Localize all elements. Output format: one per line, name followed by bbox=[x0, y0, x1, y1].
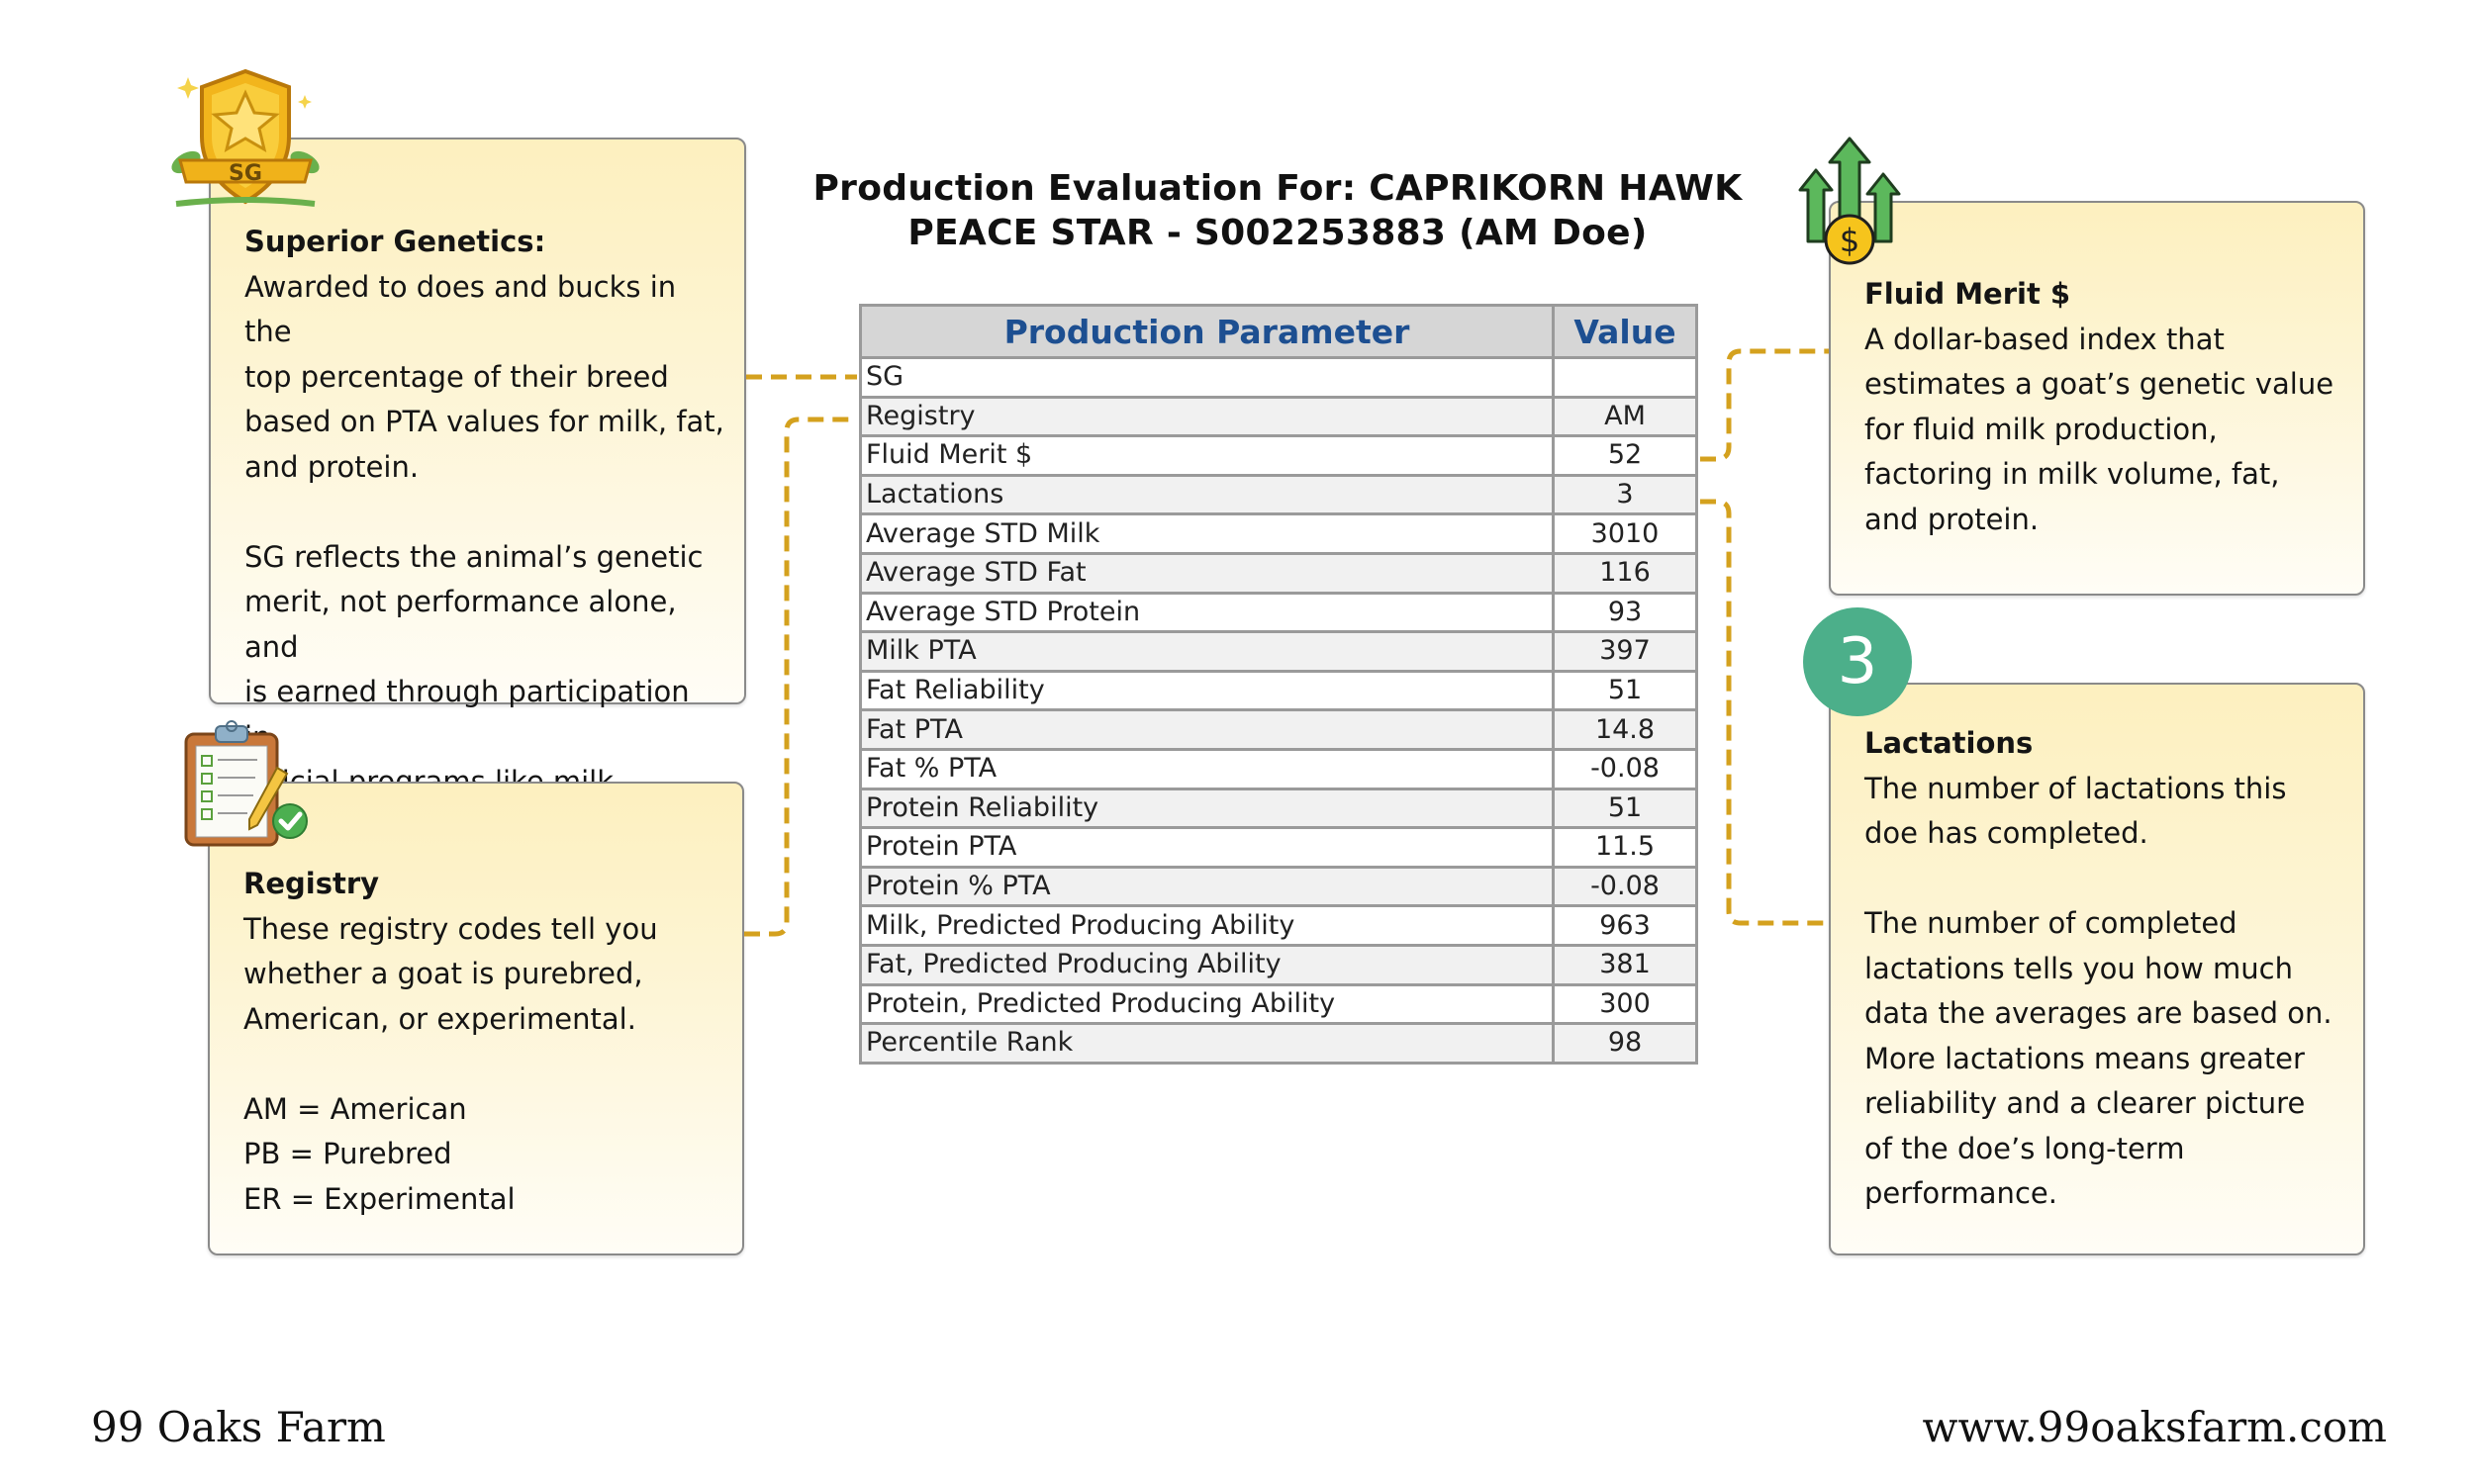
table-row bbox=[861, 828, 1697, 868]
table-row bbox=[861, 788, 1697, 828]
production-table bbox=[859, 304, 1698, 1065]
parameter-cell: Fat Reliability bbox=[861, 671, 1554, 710]
value-cell: AM bbox=[1554, 397, 1697, 436]
registry-card-line: whether a goat is purebred, bbox=[243, 957, 643, 990]
parameter-cell: Protein Reliability bbox=[861, 788, 1554, 828]
connector-fluid-merit bbox=[1700, 351, 1829, 459]
table-row bbox=[861, 867, 1697, 906]
fluid-merit-card-line: for fluid milk production, bbox=[1864, 412, 2218, 446]
header-value: Value bbox=[1554, 306, 1697, 358]
parameter-cell: Protein PTA bbox=[861, 828, 1554, 868]
value-cell: 381 bbox=[1554, 945, 1697, 984]
fluid-merit-card-line: A dollar-based index that bbox=[1864, 322, 2225, 356]
lactations-card-line: lactations tells you how much bbox=[1864, 951, 2293, 985]
registry-card-line: American, or experimental. bbox=[243, 1001, 636, 1036]
parameter-cell: Average STD Fat bbox=[861, 553, 1554, 593]
parameter-cell: Milk PTA bbox=[861, 632, 1554, 672]
lactations-card-line: of the doe’s long-term bbox=[1864, 1131, 2185, 1165]
value-cell: 300 bbox=[1554, 984, 1697, 1024]
parameter-cell: Protein % PTA bbox=[861, 867, 1554, 906]
lactations-card-line: The number of completed bbox=[1864, 906, 2237, 940]
sg-card-line: Awarded to does and bucks in the bbox=[244, 269, 677, 348]
table-row bbox=[861, 553, 1697, 593]
sg-shield-badge-icon bbox=[166, 65, 325, 214]
connector-lactations bbox=[1700, 502, 1829, 923]
table-row bbox=[861, 358, 1697, 398]
sg-card-line: is earned through participation bbox=[244, 675, 690, 708]
table-body bbox=[861, 358, 1697, 1064]
registry-code-am: AM = American bbox=[243, 1091, 467, 1126]
table-row bbox=[861, 671, 1697, 710]
sg-card-heading: Superior Genetics: bbox=[244, 225, 546, 258]
clipboard-check-icon bbox=[178, 718, 317, 852]
fluid-merit-card-line: estimates a goat’s genetic value bbox=[1864, 367, 2334, 401]
registry-code-er: ER = Experimental bbox=[243, 1181, 516, 1216]
table-row bbox=[861, 710, 1697, 750]
value-cell: 3 bbox=[1554, 475, 1697, 514]
sg-card-line: top percentage of their breed bbox=[244, 359, 669, 394]
table-row bbox=[861, 593, 1697, 632]
fluid-merit-card-line: and protein. bbox=[1864, 502, 2040, 536]
table-row bbox=[861, 475, 1697, 514]
footer-website: www.99oaksfarm.com bbox=[1922, 1403, 2387, 1451]
lactations-card-heading: Lactations bbox=[1864, 726, 2034, 760]
fluid-merit-card-line: factoring in milk volume, fat, bbox=[1864, 457, 2280, 491]
value-cell: 14.8 bbox=[1554, 710, 1697, 750]
table-row bbox=[861, 749, 1697, 788]
table-row bbox=[861, 397, 1697, 436]
parameter-cell: Fluid Merit $ bbox=[861, 436, 1554, 476]
sg-card-line: merit, not performance alone, and bbox=[244, 585, 677, 664]
parameter-cell: Average STD Milk bbox=[861, 514, 1554, 554]
table-row bbox=[861, 436, 1697, 476]
title-line-1: Production Evaluation For: CAPRIKORN HAWK bbox=[812, 168, 1743, 209]
value-cell: -0.08 bbox=[1554, 867, 1697, 906]
parameter-cell: Protein, Predicted Producing Ability bbox=[861, 984, 1554, 1024]
registry-card-heading: Registry bbox=[243, 867, 380, 900]
value-cell: 963 bbox=[1554, 906, 1697, 946]
parameter-cell: Milk, Predicted Producing Ability bbox=[861, 906, 1554, 946]
value-cell: 93 bbox=[1554, 593, 1697, 632]
sg-badge-text: SG bbox=[229, 161, 262, 186]
svg-text:$: $ bbox=[1839, 222, 1860, 259]
table-row bbox=[861, 984, 1697, 1024]
table-row bbox=[861, 906, 1697, 946]
registry-card-line: These registry codes tell you bbox=[243, 911, 658, 946]
header-parameter: Production Parameter bbox=[861, 306, 1554, 358]
sg-card-line: based on PTA values for milk, fat, bbox=[244, 405, 724, 438]
lactations-count-badge: 3 bbox=[1803, 607, 1912, 716]
lactations-card-line: doe has completed. bbox=[1864, 816, 2148, 850]
value-cell: 11.5 bbox=[1554, 828, 1697, 868]
table-row bbox=[861, 514, 1697, 554]
value-cell: 116 bbox=[1554, 553, 1697, 593]
sg-card-line: SG reflects the animal’s genetic bbox=[244, 539, 704, 574]
lactations-card-line: data the averages are based on. bbox=[1864, 996, 2332, 1030]
parameter-cell: SG bbox=[861, 358, 1554, 398]
connector-registry bbox=[744, 419, 857, 934]
parameter-cell: Registry bbox=[861, 397, 1554, 436]
table-header-row bbox=[861, 306, 1697, 358]
title-line-2: PEACE STAR - S002253883 (AM Doe) bbox=[907, 213, 1648, 253]
parameter-cell: Average STD Protein bbox=[861, 593, 1554, 632]
table-row bbox=[861, 1024, 1697, 1064]
parameter-cell: Fat % PTA bbox=[861, 749, 1554, 788]
lactations-card-line: The number of lactations this bbox=[1864, 771, 2287, 805]
registry-code-pb: PB = Purebred bbox=[243, 1137, 452, 1170]
fluid-merit-card-heading: Fluid Merit $ bbox=[1864, 277, 2071, 311]
table-row bbox=[861, 632, 1697, 672]
registry-card bbox=[208, 782, 744, 1255]
value-cell: 98 bbox=[1554, 1024, 1697, 1064]
parameter-cell: Fat PTA bbox=[861, 710, 1554, 750]
page-title bbox=[772, 166, 1783, 255]
sg-card bbox=[209, 138, 746, 708]
lactations-card-line: reliability and a clearer picture bbox=[1864, 1086, 2306, 1120]
footer-farm-name: 99 Oaks Farm bbox=[91, 1403, 386, 1451]
lactations-card bbox=[1829, 683, 2365, 1255]
sg-card-line: and protein. bbox=[244, 449, 420, 484]
value-cell: 51 bbox=[1554, 671, 1697, 710]
value-cell: 3010 bbox=[1554, 514, 1697, 554]
parameter-cell: Percentile Rank bbox=[861, 1024, 1554, 1064]
value-cell: 397 bbox=[1554, 632, 1697, 672]
lactations-card-line: More lactations means greater bbox=[1864, 1041, 2305, 1075]
table-row bbox=[861, 945, 1697, 984]
value-cell: 52 bbox=[1554, 436, 1697, 476]
value-cell bbox=[1554, 358, 1697, 398]
value-cell: -0.08 bbox=[1554, 749, 1697, 788]
lactations-card-line: performance. bbox=[1864, 1176, 2057, 1210]
parameter-cell: Fat, Predicted Producing Ability bbox=[861, 945, 1554, 984]
parameter-cell: Lactations bbox=[861, 475, 1554, 514]
value-cell: 51 bbox=[1554, 788, 1697, 828]
arrows-up-dollar-icon bbox=[1796, 135, 1905, 269]
fluid-merit-card bbox=[1829, 201, 2365, 596]
